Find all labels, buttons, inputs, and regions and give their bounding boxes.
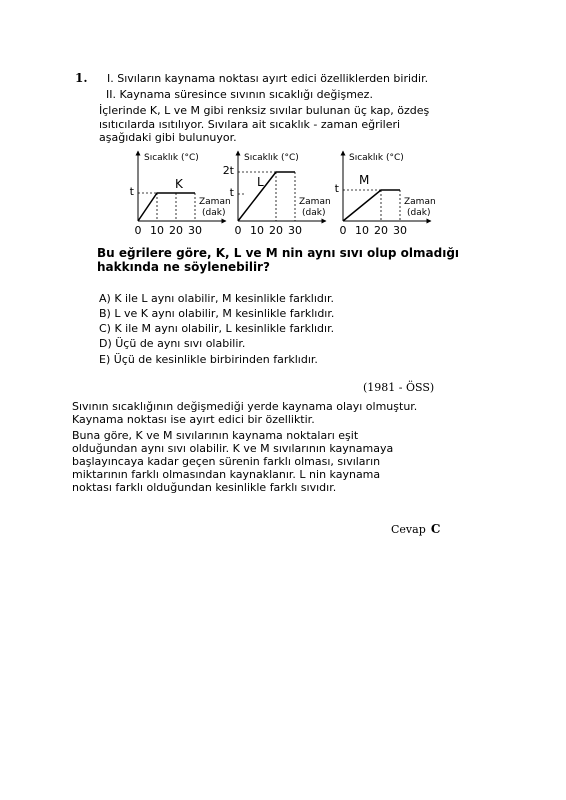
x-tick-label: 20 — [169, 224, 183, 237]
answer-label: Cevap — [391, 523, 426, 536]
x-tick-label: 30 — [393, 224, 407, 237]
curve-M — [343, 190, 400, 221]
solution-p2-line-5: noktası farklı olduğundan kesinlikle farklı sıvıdır. — [72, 481, 337, 494]
x-tick-label: 30 — [288, 224, 302, 237]
x-tick-label: 0 — [234, 224, 242, 237]
answer-value: C — [430, 522, 441, 536]
x-tick-label: 20 — [269, 224, 283, 237]
x-axis-label: Zaman — [299, 197, 331, 207]
y-axis-label: Sıcaklık (°C) — [244, 153, 299, 163]
x-tick-label: 20 — [374, 224, 388, 237]
option-a[interactable]: A) K ile L aynı olabilir, M kesinlikle farklıdır. — [99, 292, 334, 305]
x-tick-label: 10 — [150, 224, 164, 237]
statement-1: I. Sıvıların kaynama noktası ayırt edici özelliklerden biridir. — [107, 72, 429, 85]
source-label: (1981 - ÖSS) — [363, 381, 435, 394]
option-e[interactable]: E) Üçü de kesinlikle birbirinden farklıdır. — [99, 353, 318, 366]
intro-line-2: ısıtıcılarda ısıtılıyor. Sıvılara ait sıcaklık - zaman eğrileri — [99, 118, 401, 131]
x-axis-label: Zaman — [404, 197, 436, 207]
intro-line-1: İçlerinde K, L ve M gibi renksiz sıvılar bulunan üç kap, özdeş — [99, 104, 430, 117]
x-tick-label: 10 — [250, 224, 264, 237]
graph-M — [335, 151, 436, 237]
curve-K — [138, 193, 195, 221]
curve-label: K — [175, 177, 183, 191]
solution-p2-line-2: olduğundan aynı sıvı olabilir. K ve M sıvılarının kaynamaya — [72, 442, 394, 455]
graph-L — [223, 151, 331, 237]
solution-p1-line-1: Sıvının sıcaklığının değişmediği yerde kaynama olayı olmuştur. — [72, 400, 418, 413]
x-tick-label: 0 — [134, 224, 142, 237]
statement-2: II. Kaynama süresince sıvının sıcaklığı değişmez. — [106, 88, 373, 101]
level-label: t — [334, 182, 339, 195]
solution-p2-line-4: miktarının farklı olmasından kaynaklanır. L nin kaynama — [72, 468, 381, 481]
temperature-time-graphs — [0, 0, 566, 250]
option-b[interactable]: B) L ve K aynı olabilir, M kesinlikle farklıdır. — [99, 307, 335, 320]
prompt-line-2: hakkında ne söylenebilir? — [97, 260, 270, 274]
x-axis-label: Zaman — [199, 197, 231, 207]
level-label: t — [229, 186, 234, 199]
y-axis-label: Sıcaklık (°C) — [144, 153, 199, 163]
graph-K — [130, 151, 231, 237]
prompt-line-1: Bu eğrilere göre, K, L ve M nin aynı sıvı olup olmadığı — [97, 246, 460, 260]
x-axis-unit: (dak) — [302, 208, 326, 218]
x-axis-unit: (dak) — [202, 208, 226, 218]
answer — [391, 518, 440, 537]
question-number: 1. — [75, 71, 88, 85]
curve-L — [238, 172, 295, 221]
solution-p2-line-1: Buna göre, K ve M sıvılarının kaynama noktaları eşit — [72, 429, 359, 442]
x-axis-unit: (dak) — [407, 208, 431, 218]
x-tick-label: 10 — [355, 224, 369, 237]
option-d[interactable]: D) Üçü de aynı sıvı olabilir. — [99, 337, 246, 350]
solution-p2-line-3: başlayıncaya kadar geçen sürenin farklı olması, sıvıların — [72, 455, 381, 468]
curve-label: M — [359, 173, 370, 187]
intro-line-3: aşağıdaki gibi bulunuyor. — [99, 131, 237, 144]
y-axis-label: Sıcaklık (°C) — [349, 153, 404, 163]
x-tick-label: 0 — [339, 224, 347, 237]
level-label: 2t — [222, 164, 234, 177]
x-tick-label: 30 — [188, 224, 202, 237]
solution-p1-line-2: Kaynama noktası ise ayırt edici bir özelliktir. — [72, 413, 315, 426]
option-c[interactable]: C) K ile M aynı olabilir, L kesinlikle farklıdır. — [99, 322, 335, 335]
level-label: t — [129, 185, 134, 198]
curve-label: L — [257, 175, 264, 189]
